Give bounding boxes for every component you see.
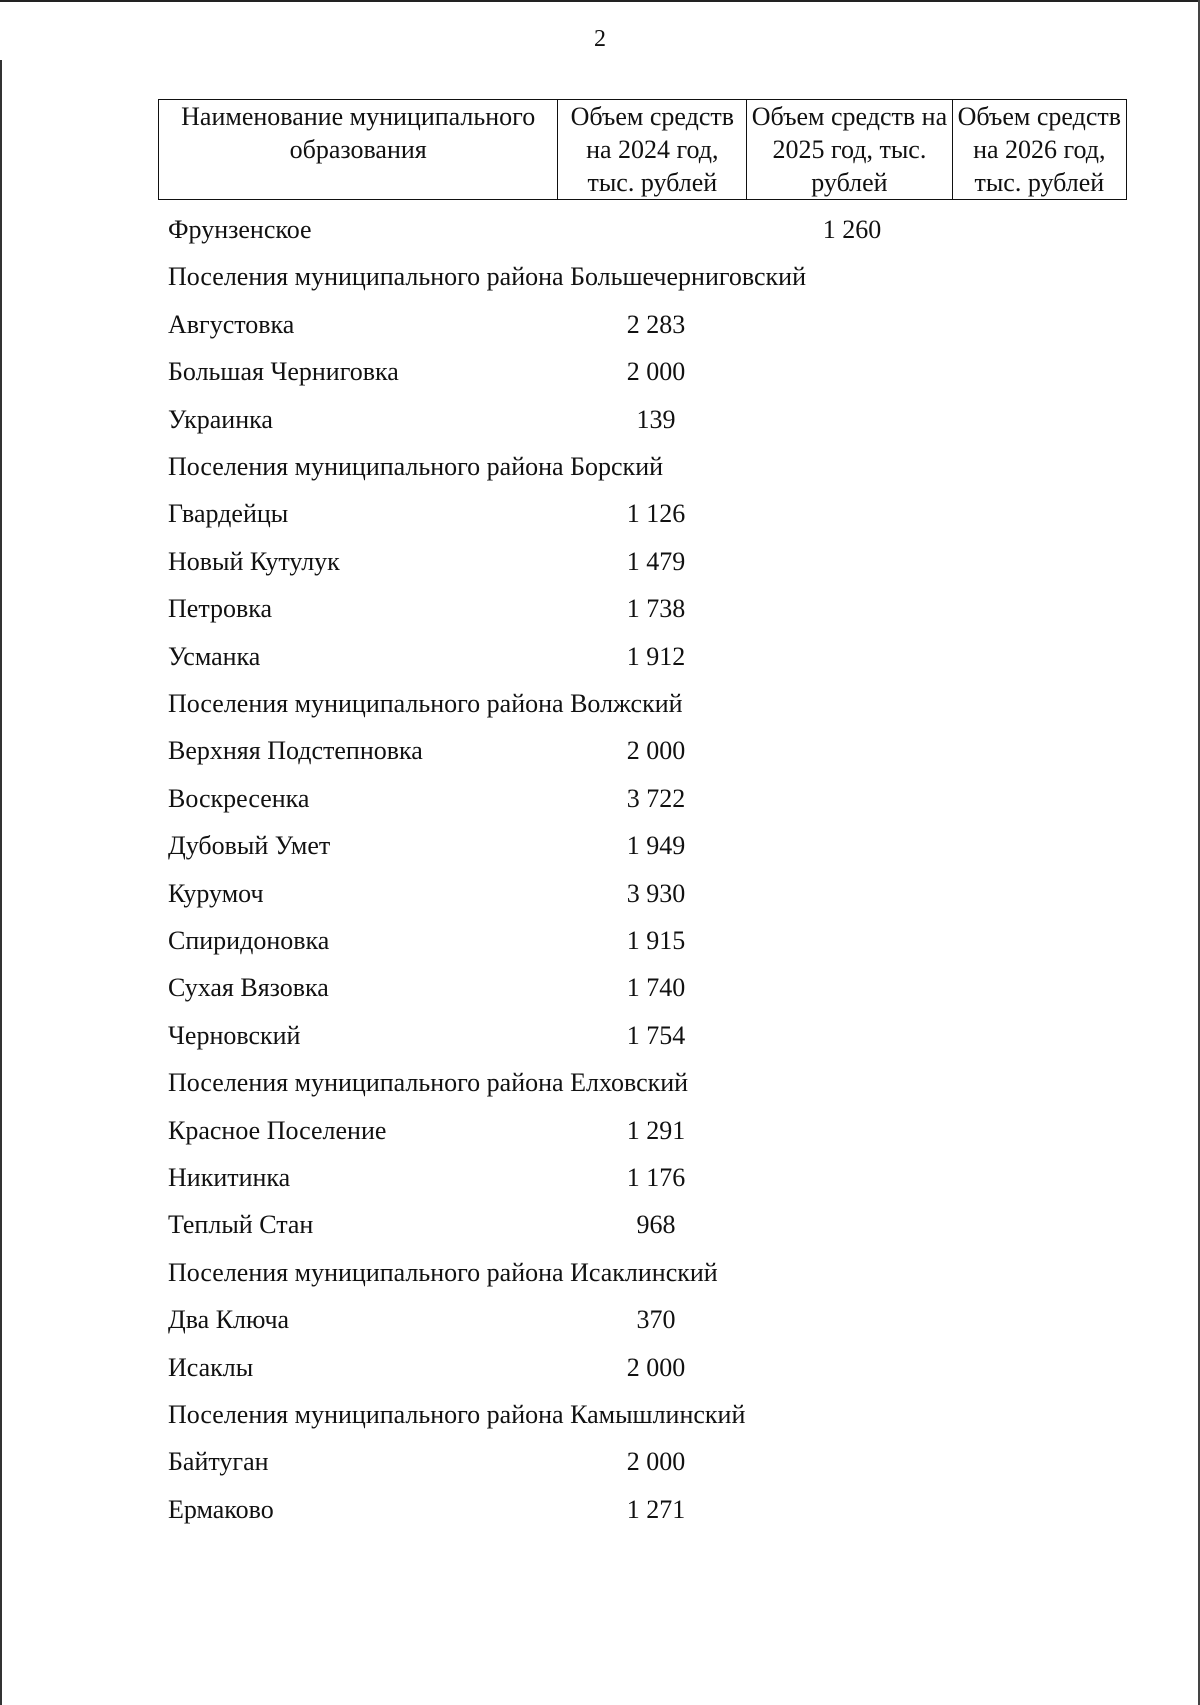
settlement-name: Фрунзенское: [168, 215, 312, 244]
table-header-row: [159, 100, 1127, 200]
value-2024: 2 283: [626, 309, 686, 339]
table-row: [0, 924, 1200, 958]
district-group-heading: [0, 687, 1200, 721]
settlement-name: Исаклы: [168, 1352, 254, 1382]
value-2024: 1 754: [626, 1020, 686, 1050]
table-header: [158, 99, 1127, 200]
value-2024: 1 738: [626, 594, 686, 624]
settlement-name: Большая Черниговка: [168, 357, 399, 387]
settlement-name: Теплый Стан: [168, 1210, 314, 1240]
header-volume-2026: Объем средств на 2026 год, тыс. рублей: [952, 100, 1126, 200]
settlement-name: Черновский: [168, 1020, 301, 1050]
table-row: [0, 497, 1200, 531]
value-2025: 1 260: [822, 215, 882, 244]
table-row: [0, 877, 1200, 911]
settlement-name: Украинка: [168, 404, 273, 434]
table-row: [0, 1493, 1200, 1527]
settlement-name: Два Ключа: [168, 1305, 290, 1335]
district-group-heading: [0, 450, 1200, 484]
district-group-heading: [0, 1398, 1200, 1432]
district-group-label: Поселения муниципального района Елховский: [168, 1068, 689, 1098]
table-row: [0, 1303, 1200, 1337]
settlement-name: Дубовый Умет: [168, 831, 331, 861]
value-2024: 1 915: [626, 926, 686, 955]
settlement-name: Гвардейцы: [168, 499, 289, 529]
settlement-name: Августовка: [168, 309, 295, 339]
header-volume-2025: Объем средств на 2025 год, тыс. рублей: [747, 100, 952, 200]
district-group-label: Поселения муниципального района Волжский: [168, 689, 683, 718]
table-row: [0, 971, 1200, 1005]
value-2024: 1 291: [626, 1115, 686, 1145]
settlement-name: Воскресенка: [168, 783, 310, 813]
table-row: [0, 734, 1200, 768]
district-group-heading: [0, 1256, 1200, 1290]
table-row: [0, 1019, 1200, 1053]
table-row: [0, 545, 1200, 579]
table-row: [0, 782, 1200, 816]
table-row: [0, 1114, 1200, 1148]
settlement-name: Спиридоновка: [168, 926, 330, 955]
value-2024: 968: [636, 1210, 676, 1240]
table-row: [0, 592, 1200, 626]
scan-border-top: [0, 0, 1200, 2]
settlement-name: Ермаково: [168, 1494, 274, 1524]
table-row: [0, 1351, 1200, 1385]
table-row: [0, 1445, 1200, 1479]
district-group-label: Поселения муниципального района Большечерниговский: [168, 262, 807, 292]
settlement-name: Верхняя Подстепновка: [168, 736, 423, 766]
value-2024: 2 000: [626, 1352, 686, 1382]
settlement-name: Курумоч: [168, 878, 264, 908]
header-volume-2024: Объем средств на 2024 год, тыс. рублей: [558, 100, 747, 200]
value-2024: 2 000: [626, 1447, 686, 1477]
table-row: [0, 1161, 1200, 1195]
settlement-name: Усманка: [168, 641, 261, 671]
settlement-name: Сухая Вязовка: [168, 973, 329, 1003]
table-row: [0, 213, 1200, 247]
settlement-name: Байтуган: [168, 1447, 269, 1477]
value-2024: 2 000: [626, 357, 686, 387]
value-2024: 3 722: [626, 783, 686, 813]
value-2024: 1 949: [626, 831, 686, 861]
value-2024: 1 740: [626, 973, 686, 1003]
page-number: 2: [594, 26, 606, 52]
table-row: [0, 640, 1200, 674]
table-row: [0, 829, 1200, 863]
value-2024: 1 176: [626, 1163, 686, 1192]
district-group-label: Поселения муниципального района Камышлинский: [168, 1400, 746, 1429]
value-2024: 2 000: [626, 736, 686, 766]
settlement-name: Красное Поселение: [168, 1115, 387, 1145]
district-group-heading: [0, 1066, 1200, 1100]
value-2024: 1 126: [626, 499, 686, 529]
district-group-heading: [0, 260, 1200, 294]
district-group-label: Поселения муниципального района Борский: [168, 452, 664, 481]
settlement-name: Новый Кутулук: [168, 546, 340, 576]
value-2024: 3 930: [626, 878, 686, 908]
settlement-name: Никитинка: [168, 1163, 291, 1192]
settlement-name: Петровка: [168, 594, 273, 624]
table-row: [0, 308, 1200, 342]
value-2024: 1 912: [626, 641, 686, 671]
header-municipality-name: Наименование муниципального образования: [159, 100, 558, 200]
value-2024: 1 271: [626, 1494, 686, 1524]
table-row: [0, 1208, 1200, 1242]
value-2024: 1 479: [626, 546, 686, 576]
value-2024: 139: [636, 404, 676, 434]
value-2024: 370: [636, 1305, 676, 1335]
table-row: [0, 355, 1200, 389]
table-row: [0, 403, 1200, 437]
district-group-label: Поселения муниципального района Исаклинский: [168, 1257, 718, 1287]
